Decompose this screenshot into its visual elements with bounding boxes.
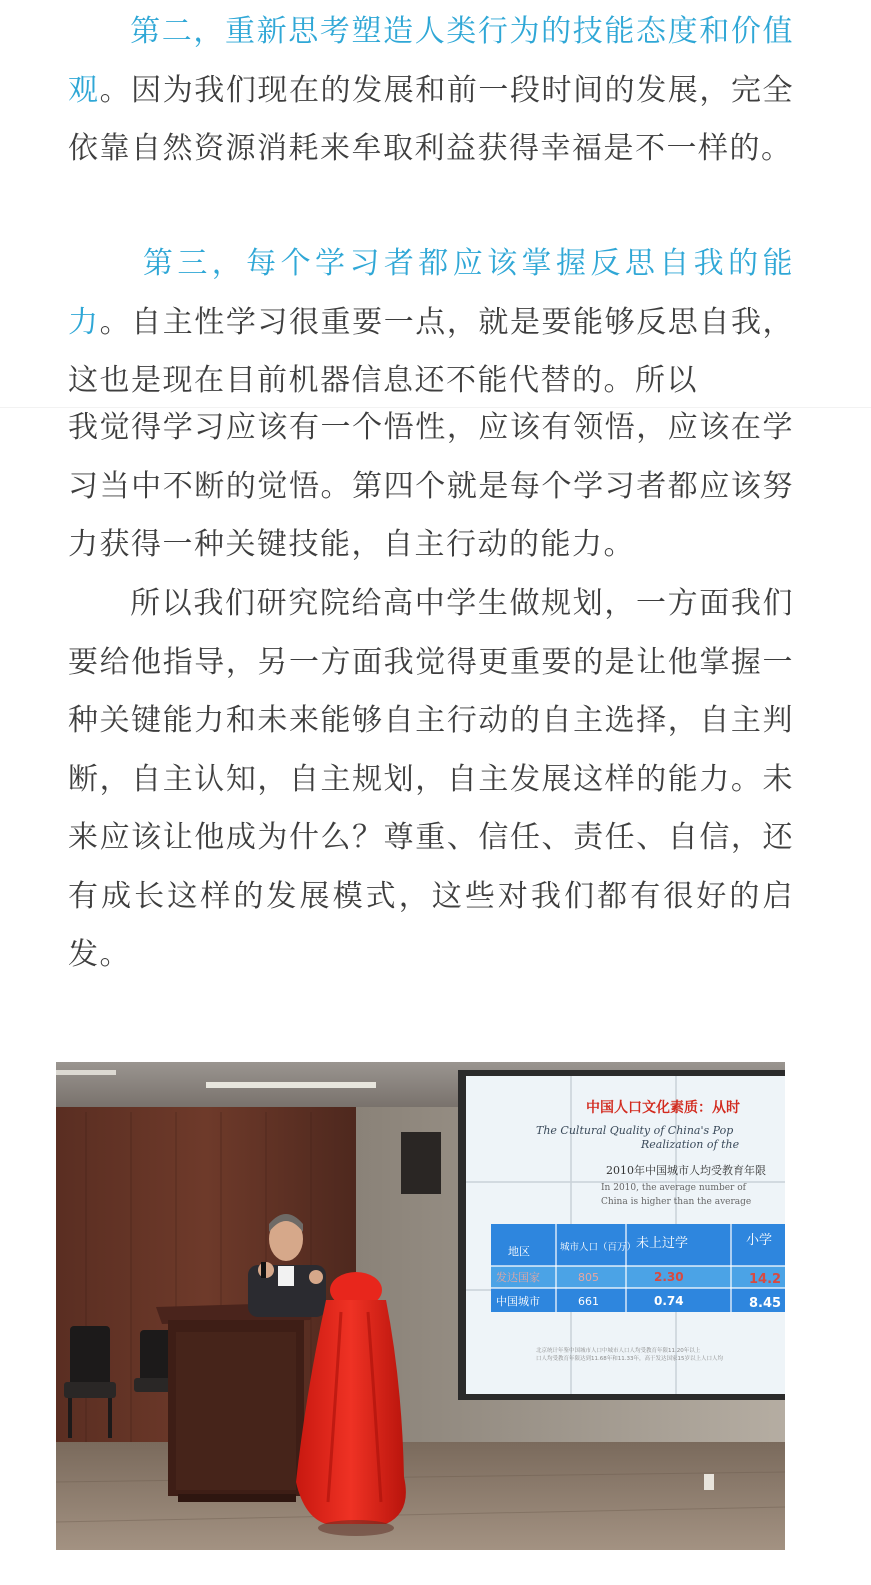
slide-bullet: In 2010, the average number of: [601, 1183, 746, 1193]
slide-table-cell: 中国城市: [496, 1295, 540, 1308]
lecture-photo: [56, 1062, 785, 1550]
slide-table-cell: 14.2: [749, 1272, 782, 1287]
slide-table-header: 小学: [746, 1233, 773, 1248]
slide-table-header: 未上过学: [636, 1236, 689, 1251]
slide-title-english: The Cultural Quality of China's Pop: [536, 1124, 734, 1137]
slide-footnote: 口人均受教育年限达到11.68年和11.33年，高于发达国家15岁以上人口人均: [536, 1356, 723, 1362]
slide-table-cell: 0.74: [654, 1294, 684, 1308]
lecture-photo-illustration: [56, 1062, 785, 1550]
slide-bullet: China is higher than the average: [601, 1197, 752, 1207]
paragraph-text: 我觉得学习应该有一个悟性，应该有领悟，应该在学习当中不断的觉悟。第四个就是每个学习者都应该努力获得一种关键技能，自主行动的能力。: [68, 410, 794, 562]
slide-table-cell: 8.45: [749, 1296, 782, 1311]
slide-subtitle: 2010年中国城市人均受教育年限: [606, 1164, 766, 1177]
paragraph-text: 。因为我们现在的发展和前一段时间的发展，完全依靠自然资源消耗来牟取利益获得幸福是不一样的。: [68, 72, 795, 166]
paragraph-text: 所以我们研究院给高中学生做规划，一方面我们要给他指导，另一方面我觉得更重要的是让他掌握一种关键能力和未来能够自主行动的自主选择，自主判断，自主认知，自主规划，自主发展这样的能力。未来应该让他成为什么？尊重、信任、责任、自信，还有成长这样的发展模式，这些对我们都有很好的启发。: [68, 586, 794, 972]
paragraph-third-point: [68, 235, 794, 411]
paragraph-planning: [68, 575, 794, 985]
slide-table-header: 城市人口（百万）: [560, 1242, 637, 1253]
paragraph-text: 。自主性学习很重要一点，就是要能够反思自我，这也是现在目前机器信息还不能代替的。所以: [68, 304, 795, 398]
slide-footnote: 北京统计年鉴中国城市人口中城市人口人均受教育年限11.20年以上: [536, 1348, 701, 1354]
slide-title-english: Realization of the: [641, 1138, 740, 1151]
slide-table-cell: 805: [578, 1271, 599, 1284]
slide-table-cell: 661: [578, 1295, 599, 1308]
highlight-heading: 值观: [68, 14, 794, 108]
paragraph-continuation: [68, 399, 794, 575]
paragraph-second-point: [68, 3, 794, 179]
slide-table-cell: 发达国家: [496, 1271, 540, 1284]
slide-table-header: 地区: [508, 1245, 530, 1258]
highlight-heading: 第二，重新思考塑造人类行为的技能态度和价: [130, 14, 763, 49]
highlight-heading: 力: [68, 304, 100, 340]
slide-title: 中国人口文化素质：从时: [586, 1100, 740, 1116]
podium: [156, 1302, 318, 1502]
slide-table: [491, 1224, 785, 1312]
highlight-heading: 第三，每个学习者都应该掌握反思自我的能: [140, 246, 794, 281]
slide-table-cell: 2.30: [654, 1270, 684, 1284]
